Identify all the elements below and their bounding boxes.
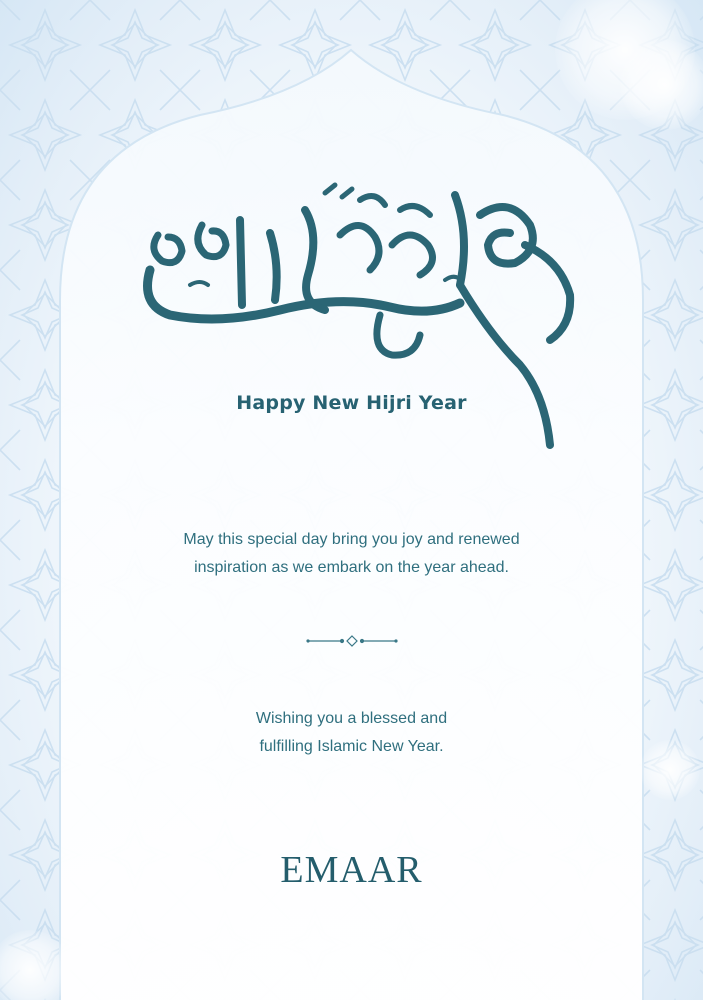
arabic-calligraphy-logo [130,175,590,465]
blessing-message [0,705,703,761]
wish-message [0,526,703,582]
blessing-message-line: fulfilling Islamic New Year. [259,738,444,755]
greeting-title: Happy New Hijri Year [236,392,467,414]
wish-message-line: May this special day bring you joy and renewed [183,531,520,548]
bokeh-light [620,40,703,130]
blessing-message-line: Wishing you a blessed and [255,710,448,727]
brand-logo: EMAAR [280,849,423,891]
wish-message-line: inspiration as we embark on the year ahead. [194,559,509,576]
ornament-divider-icon [306,633,398,649]
